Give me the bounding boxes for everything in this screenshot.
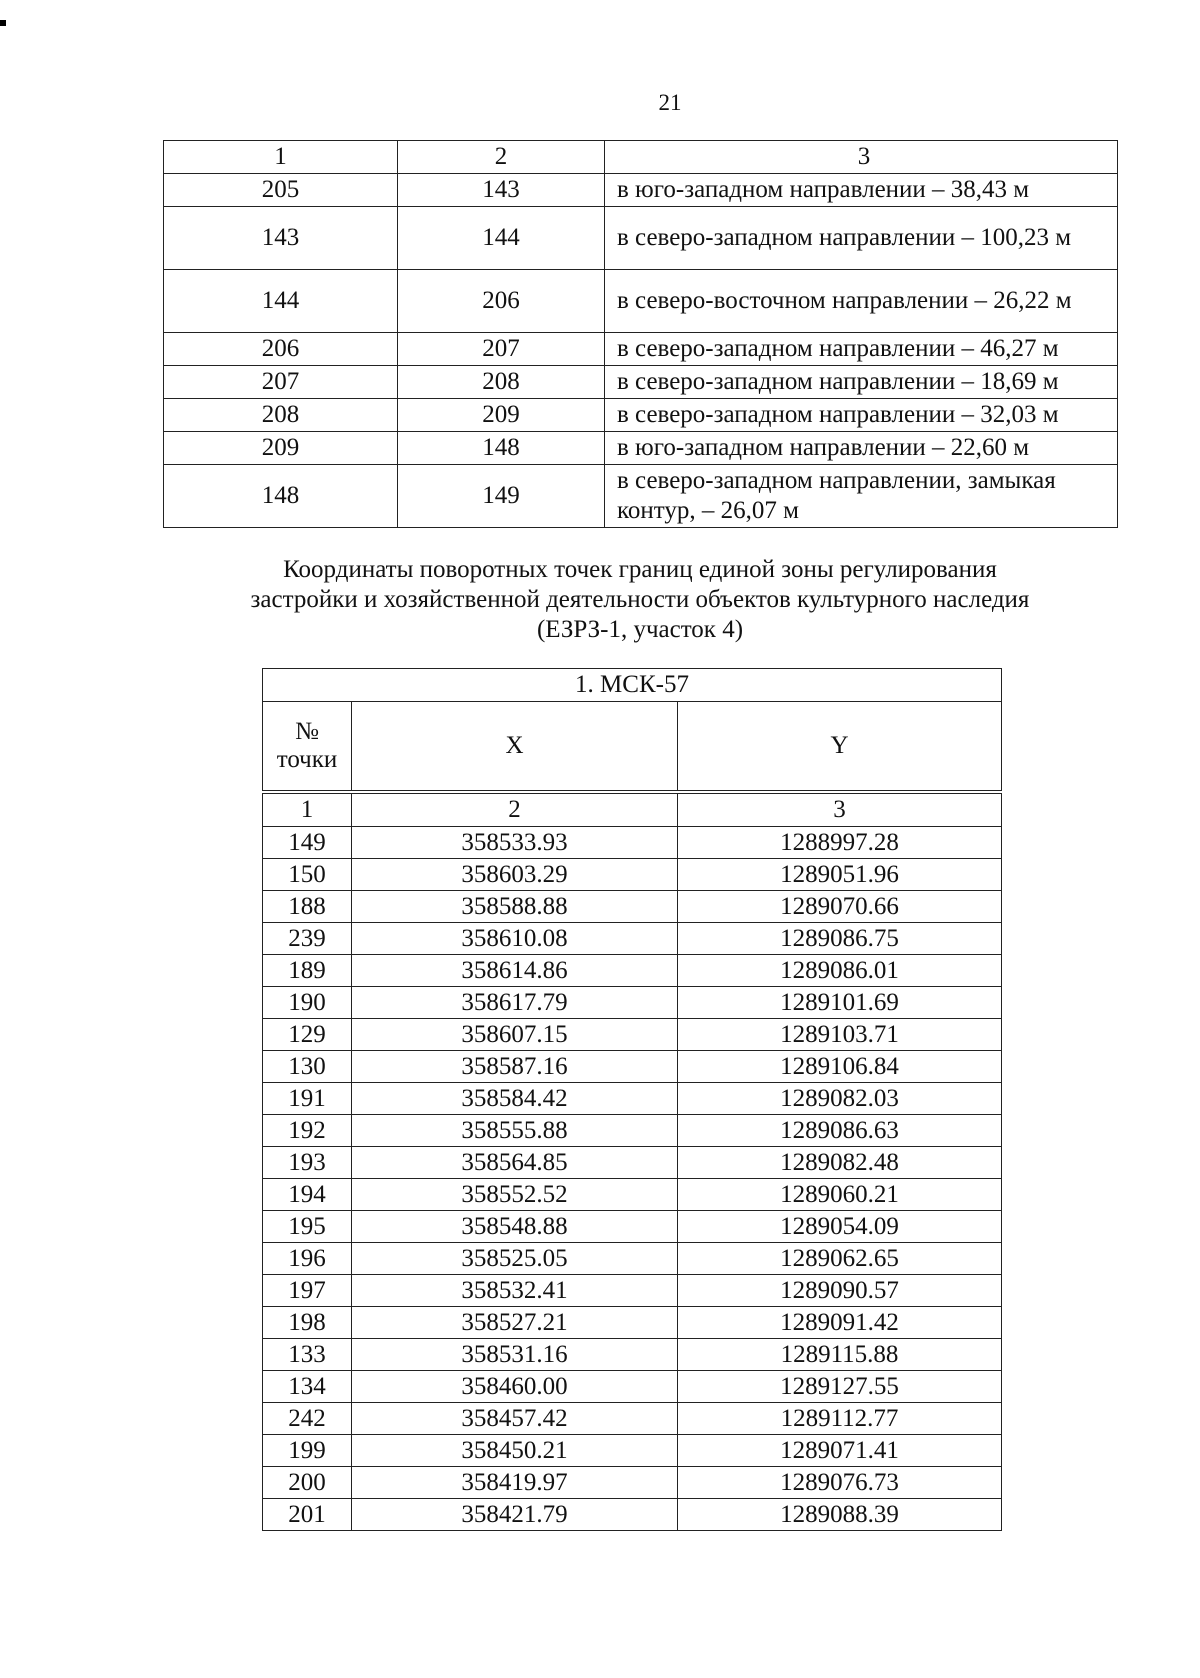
coordinate-row: [263, 955, 1002, 987]
coordinate-row: [263, 1211, 1002, 1243]
segment-description: в северо-западном направлении – 100,23 м: [605, 207, 1118, 270]
y-coordinate: 1289060.21: [678, 1179, 1002, 1211]
coordinate-row: [263, 1179, 1002, 1211]
point-number: 197: [263, 1275, 352, 1307]
segment-to-point: 148: [398, 432, 605, 465]
segment-description: в северо-западном направлении – 18,69 м: [605, 366, 1118, 399]
coordinate-row: [263, 859, 1002, 891]
x-coordinate: 358548.88: [352, 1211, 678, 1243]
column-numbers-row: [263, 792, 1002, 827]
segment-from-point: 207: [164, 366, 398, 399]
y-coordinate: 1289103.71: [678, 1019, 1002, 1051]
segment-from-point: 208: [164, 399, 398, 432]
x-coordinate: 358525.05: [352, 1243, 678, 1275]
coordinates-caption: [160, 555, 1120, 645]
y-coordinate: 1289062.65: [678, 1243, 1002, 1275]
boundary-segments-table: [163, 140, 1118, 528]
y-coordinate: 1288997.28: [678, 827, 1002, 859]
point-number: 199: [263, 1435, 352, 1467]
caption-line-3: (ЕЗРЗ-1, участок 4): [536, 616, 744, 643]
page-number: 21: [658, 90, 682, 115]
x-coordinate: 358587.16: [352, 1051, 678, 1083]
segment-to-point: 207: [398, 333, 605, 366]
y-coordinate: 1289090.57: [678, 1275, 1002, 1307]
coordinate-row: [263, 1019, 1002, 1051]
segment-from-point: 209: [164, 432, 398, 465]
point-number-header-line-2: точки: [276, 746, 338, 773]
point-number: 190: [263, 987, 352, 1019]
point-number: 130: [263, 1051, 352, 1083]
point-number: 149: [263, 827, 352, 859]
point-number: 198: [263, 1307, 352, 1339]
point-number: 200: [263, 1467, 352, 1499]
segment-description: в северо-восточном направлении – 26,22 м: [605, 270, 1118, 333]
coordinate-row: [263, 1243, 1002, 1275]
x-coordinate: 358584.42: [352, 1083, 678, 1115]
segment-description: в северо-западном направлении, замыкая контур, – 26,07 м: [605, 465, 1118, 528]
y-header: Y: [678, 702, 1002, 793]
y-coordinate: 1289054.09: [678, 1211, 1002, 1243]
y-coordinate: 1289082.48: [678, 1147, 1002, 1179]
coordinate-row: [263, 1339, 1002, 1371]
x-header: X: [352, 702, 678, 793]
point-number: 239: [263, 923, 352, 955]
coordinates-table: [262, 668, 1002, 1531]
point-number: 193: [263, 1147, 352, 1179]
y-coordinate: 1289076.73: [678, 1467, 1002, 1499]
coordinate-row: [263, 1275, 1002, 1307]
segments-header-row: [164, 141, 1118, 174]
segments-header-col-1: 1: [164, 141, 398, 174]
scan-mark: [0, 20, 6, 26]
x-coordinate: 358457.42: [352, 1403, 678, 1435]
point-number: 192: [263, 1115, 352, 1147]
point-number-header: [263, 702, 352, 793]
caption-line-2: застройки и хозяйственной деятельности объектов культурного наследия: [250, 586, 1030, 613]
point-number: 188: [263, 891, 352, 923]
segment-from-point: 206: [164, 333, 398, 366]
segment-from-point: 144: [164, 270, 398, 333]
coordinate-row: [263, 1499, 1002, 1531]
x-coordinate: 358607.15: [352, 1019, 678, 1051]
y-coordinate: 1289112.77: [678, 1403, 1002, 1435]
coordinate-row: [263, 1403, 1002, 1435]
x-coordinate: 358552.52: [352, 1179, 678, 1211]
x-coordinate: 358610.08: [352, 923, 678, 955]
point-number: 196: [263, 1243, 352, 1275]
x-coordinate: 358588.88: [352, 891, 678, 923]
coordinate-row: [263, 923, 1002, 955]
segment-row: [164, 366, 1118, 399]
point-number: 194: [263, 1179, 352, 1211]
segment-row: [164, 399, 1118, 432]
segment-description: в юго-западном направлении – 38,43 м: [605, 174, 1118, 207]
coordinate-row: [263, 1051, 1002, 1083]
y-coordinate: 1289101.69: [678, 987, 1002, 1019]
coordinate-row: [263, 1147, 1002, 1179]
segment-description: в северо-западном направлении – 46,27 м: [605, 333, 1118, 366]
segment-to-point: 143: [398, 174, 605, 207]
x-coordinate: 358527.21: [352, 1307, 678, 1339]
point-number: 150: [263, 859, 352, 891]
coordinate-row: [263, 1083, 1002, 1115]
coordinate-row: [263, 1371, 1002, 1403]
coordinate-row: [263, 827, 1002, 859]
coordinate-system-title: 1. МСК-57: [263, 669, 1002, 702]
segment-row: [164, 174, 1118, 207]
y-coordinate: 1289088.39: [678, 1499, 1002, 1531]
y-coordinate: 1289086.75: [678, 923, 1002, 955]
x-coordinate: 358421.79: [352, 1499, 678, 1531]
y-coordinate: 1289106.84: [678, 1051, 1002, 1083]
x-coordinate: 358533.93: [352, 827, 678, 859]
y-coordinate: 1289051.96: [678, 859, 1002, 891]
x-coordinate: 358531.16: [352, 1339, 678, 1371]
segment-description: в северо-западном направлении – 32,03 м: [605, 399, 1118, 432]
x-coordinate: 358603.29: [352, 859, 678, 891]
y-coordinate: 1289127.55: [678, 1371, 1002, 1403]
point-number: 133: [263, 1339, 352, 1371]
segment-from-point: 143: [164, 207, 398, 270]
column-number-3: 3: [678, 792, 1002, 827]
coordinate-row: [263, 1435, 1002, 1467]
coordinates-header-row: [263, 702, 1002, 793]
segment-to-point: 208: [398, 366, 605, 399]
segment-description: в юго-западном направлении – 22,60 м: [605, 432, 1118, 465]
coordinate-system-row: [263, 669, 1002, 702]
coordinate-row: [263, 987, 1002, 1019]
segment-to-point: 206: [398, 270, 605, 333]
segment-to-point: 209: [398, 399, 605, 432]
y-coordinate: 1289071.41: [678, 1435, 1002, 1467]
coordinate-row: [263, 1307, 1002, 1339]
x-coordinate: 358450.21: [352, 1435, 678, 1467]
segment-row: [164, 333, 1118, 366]
coordinate-row: [263, 891, 1002, 923]
coordinate-row: [263, 1467, 1002, 1499]
y-coordinate: 1289082.03: [678, 1083, 1002, 1115]
point-number: 191: [263, 1083, 352, 1115]
segment-row: [164, 432, 1118, 465]
x-coordinate: 358614.86: [352, 955, 678, 987]
segment-from-point: 148: [164, 465, 398, 528]
x-coordinate: 358532.41: [352, 1275, 678, 1307]
caption-line-1: Координаты поворотных точек границ единой зоны регулирования: [283, 556, 997, 583]
point-number: 129: [263, 1019, 352, 1051]
column-number-2: 2: [352, 792, 678, 827]
y-coordinate: 1289115.88: [678, 1339, 1002, 1371]
point-number: 195: [263, 1211, 352, 1243]
coordinate-row: [263, 1115, 1002, 1147]
point-number-header-line-1: №: [295, 718, 319, 745]
x-coordinate: 358555.88: [352, 1115, 678, 1147]
segment-row: [164, 207, 1118, 270]
column-number-1: 1: [263, 792, 352, 827]
point-number: 189: [263, 955, 352, 987]
segment-row: [164, 465, 1118, 528]
x-coordinate: 358617.79: [352, 987, 678, 1019]
segment-to-point: 144: [398, 207, 605, 270]
point-number: 242: [263, 1403, 352, 1435]
y-coordinate: 1289070.66: [678, 891, 1002, 923]
y-coordinate: 1289091.42: [678, 1307, 1002, 1339]
segments-header-col-2: 2: [398, 141, 605, 174]
segments-header-col-3: 3: [605, 141, 1118, 174]
y-coordinate: 1289086.01: [678, 955, 1002, 987]
point-number: 134: [263, 1371, 352, 1403]
segment-row: [164, 270, 1118, 333]
point-number: 201: [263, 1499, 352, 1531]
segment-from-point: 205: [164, 174, 398, 207]
segment-to-point: 149: [398, 465, 605, 528]
x-coordinate: 358419.97: [352, 1467, 678, 1499]
x-coordinate: 358564.85: [352, 1147, 678, 1179]
y-coordinate: 1289086.63: [678, 1115, 1002, 1147]
x-coordinate: 358460.00: [352, 1371, 678, 1403]
